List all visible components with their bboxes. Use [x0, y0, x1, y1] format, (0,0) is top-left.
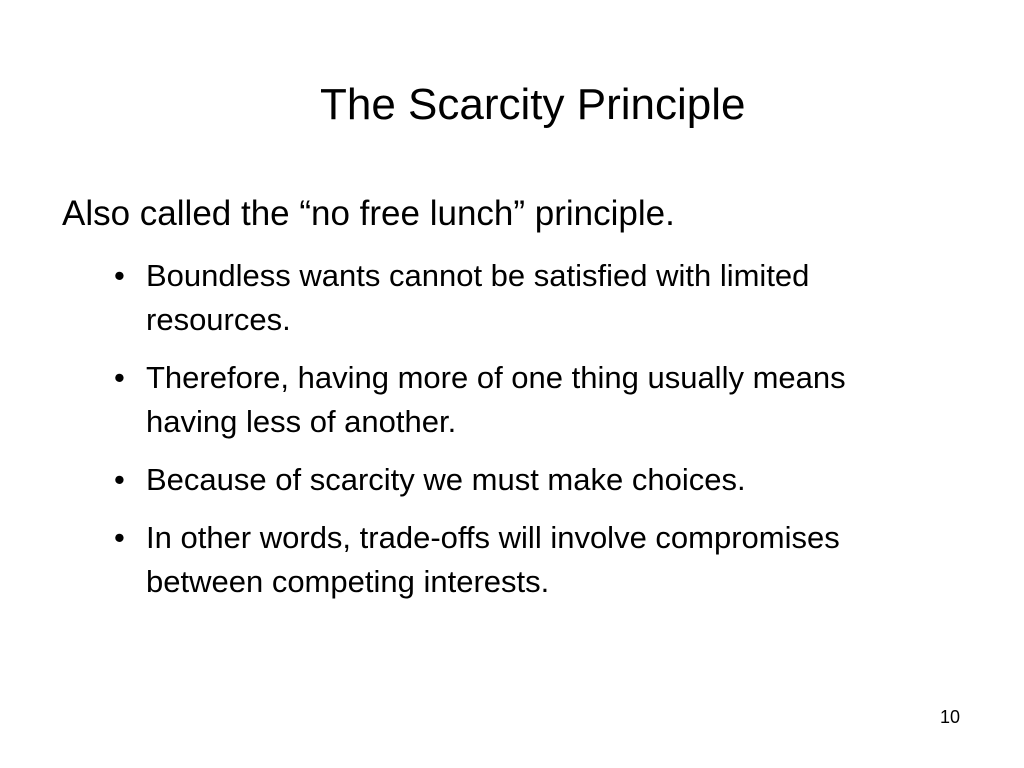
bullet-text: Boundless wants cannot be satisfied with limited resources. [146, 258, 810, 337]
bullet-item [114, 516, 934, 604]
slide-title: The Scarcity Principle [320, 80, 746, 129]
bullet-marker: • [114, 520, 125, 555]
bullet-text: In other words, trade-offs will involve compromises between competing interests. [146, 520, 840, 599]
bullet-item [114, 254, 934, 342]
bullet-marker: • [114, 258, 125, 293]
bullet-text: Therefore, having more of one thing usually means having less of another. [146, 360, 846, 439]
bullet-item [114, 458, 934, 502]
bullet-text: Because of scarcity we must make choices. [146, 462, 746, 497]
bullet-marker: • [114, 360, 125, 395]
slide-number: 10 [939, 707, 961, 727]
bullet-item [114, 356, 934, 444]
bullet-marker: • [114, 462, 125, 497]
main-point: Also called the “no free lunch” principle. [62, 194, 675, 233]
bullet-list [114, 254, 934, 618]
